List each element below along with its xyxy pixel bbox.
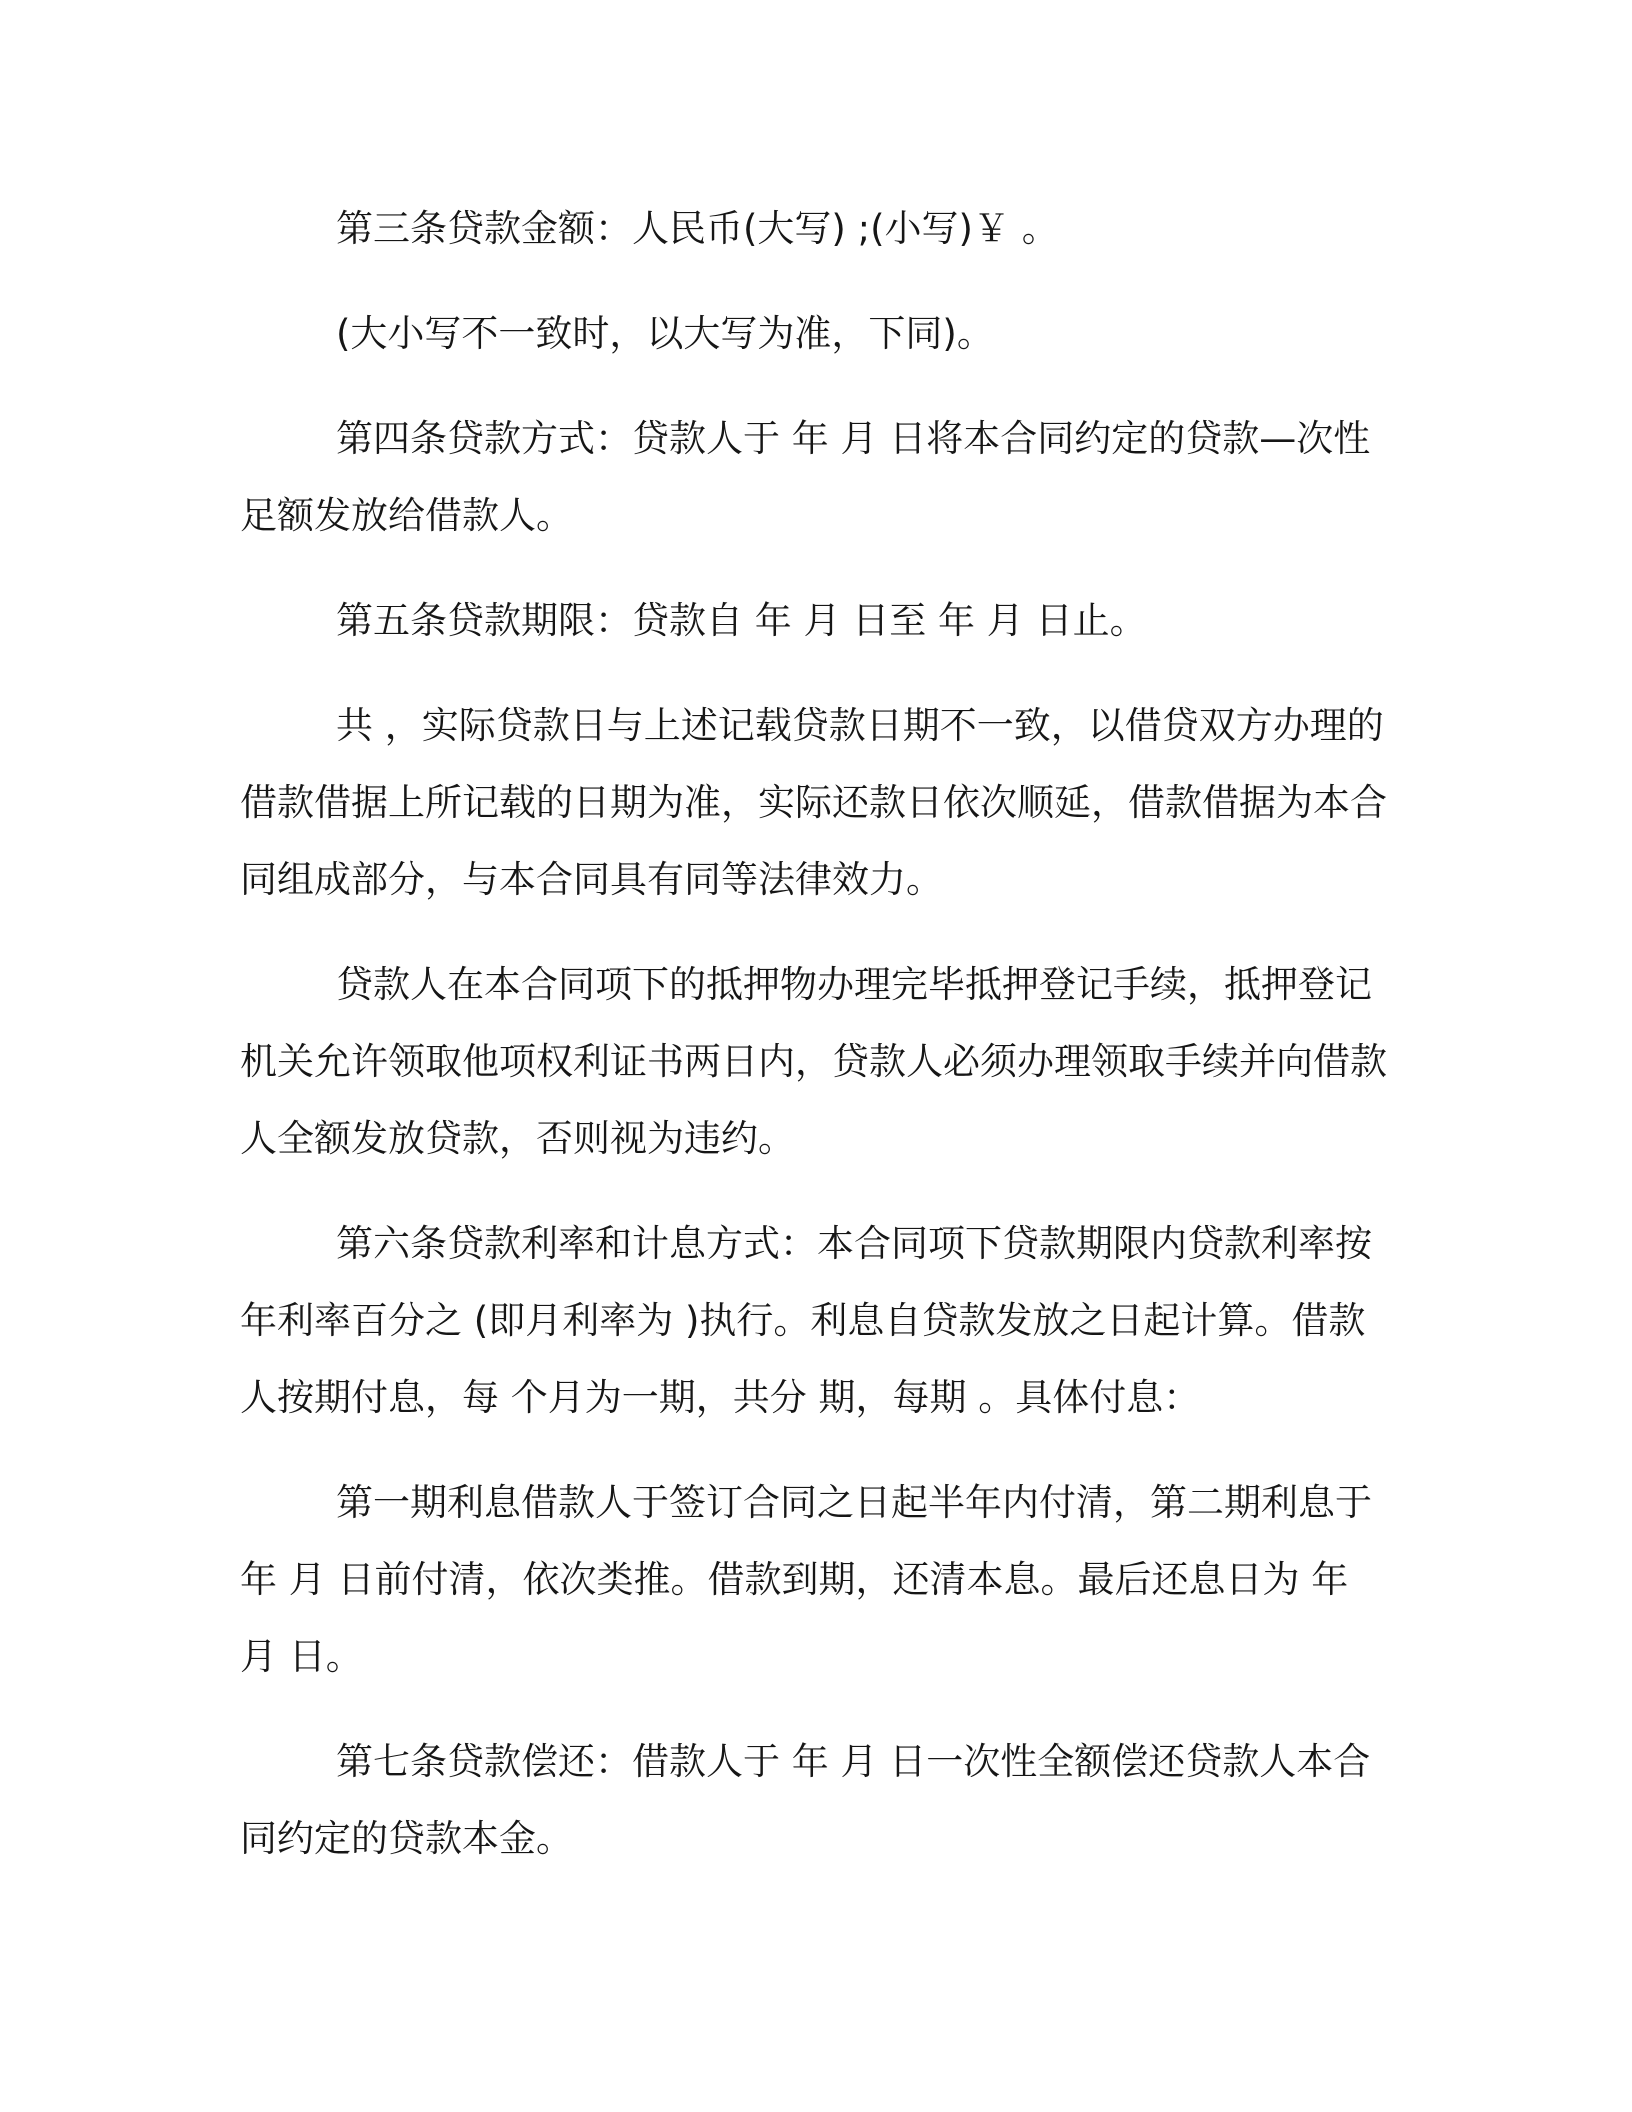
paragraph-article-7-loan-repayment: 第七条贷款偿还：借款人于 年 月 日一次性全额偿还贷款人本合同约定的贷款本金。	[240, 1740, 1371, 1860]
document-body	[240, 190, 1390, 1877]
paragraph-interest-payment-schedule: 第一期利息借款人于签订合同之日起半年内付清，第二期利息于 年 月 日前付清，依次类推。借款到期，还清本息。最后还息日为 年 月 日。	[240, 1481, 1384, 1678]
paragraph-article-5-loan-term: 第五条贷款期限：贷款自 年 月 日至 年 月 日止。	[336, 599, 1147, 642]
paragraph-article-3-loan-amount: 第三条贷款金额：人民币(大写) ;(小写)￥ 。	[336, 207, 1059, 250]
paragraph-loan-date-clause: 共 ，实际贷款日与上述记载贷款日期不一致，以借贷双方办理的借款借据上所记载的日期为准，实际还款日依次顺延，借款借据为本合同组成部分，与本合同具有同等法律效力。	[240, 704, 1387, 901]
paragraph-amount-note: (大小写不一致时，以大写为准，下同)。	[336, 312, 994, 355]
paragraph-article-6-interest-rate: 第六条贷款利率和计息方式：本合同项下贷款期限内贷款利率按年利率百分之 (即月利率为 )执行。利息自贷款发放之日起计算。借款人按期付息，每 个月为一期，共分 期，每期 。具体付息：	[240, 1222, 1372, 1419]
paragraph-mortgage-release-clause: 贷款人在本合同项下的抵押物办理完毕抵押登记手续，抵押登记机关允许领取他项权利证书两日内，贷款人必须办理领取手续并向借款人全额发放贷款，否则视为违约。	[240, 963, 1387, 1160]
paragraph-article-4-loan-method: 第四条贷款方式：贷款人于 年 月 日将本合同约定的贷款—次性足额发放给借款人。	[240, 417, 1371, 537]
